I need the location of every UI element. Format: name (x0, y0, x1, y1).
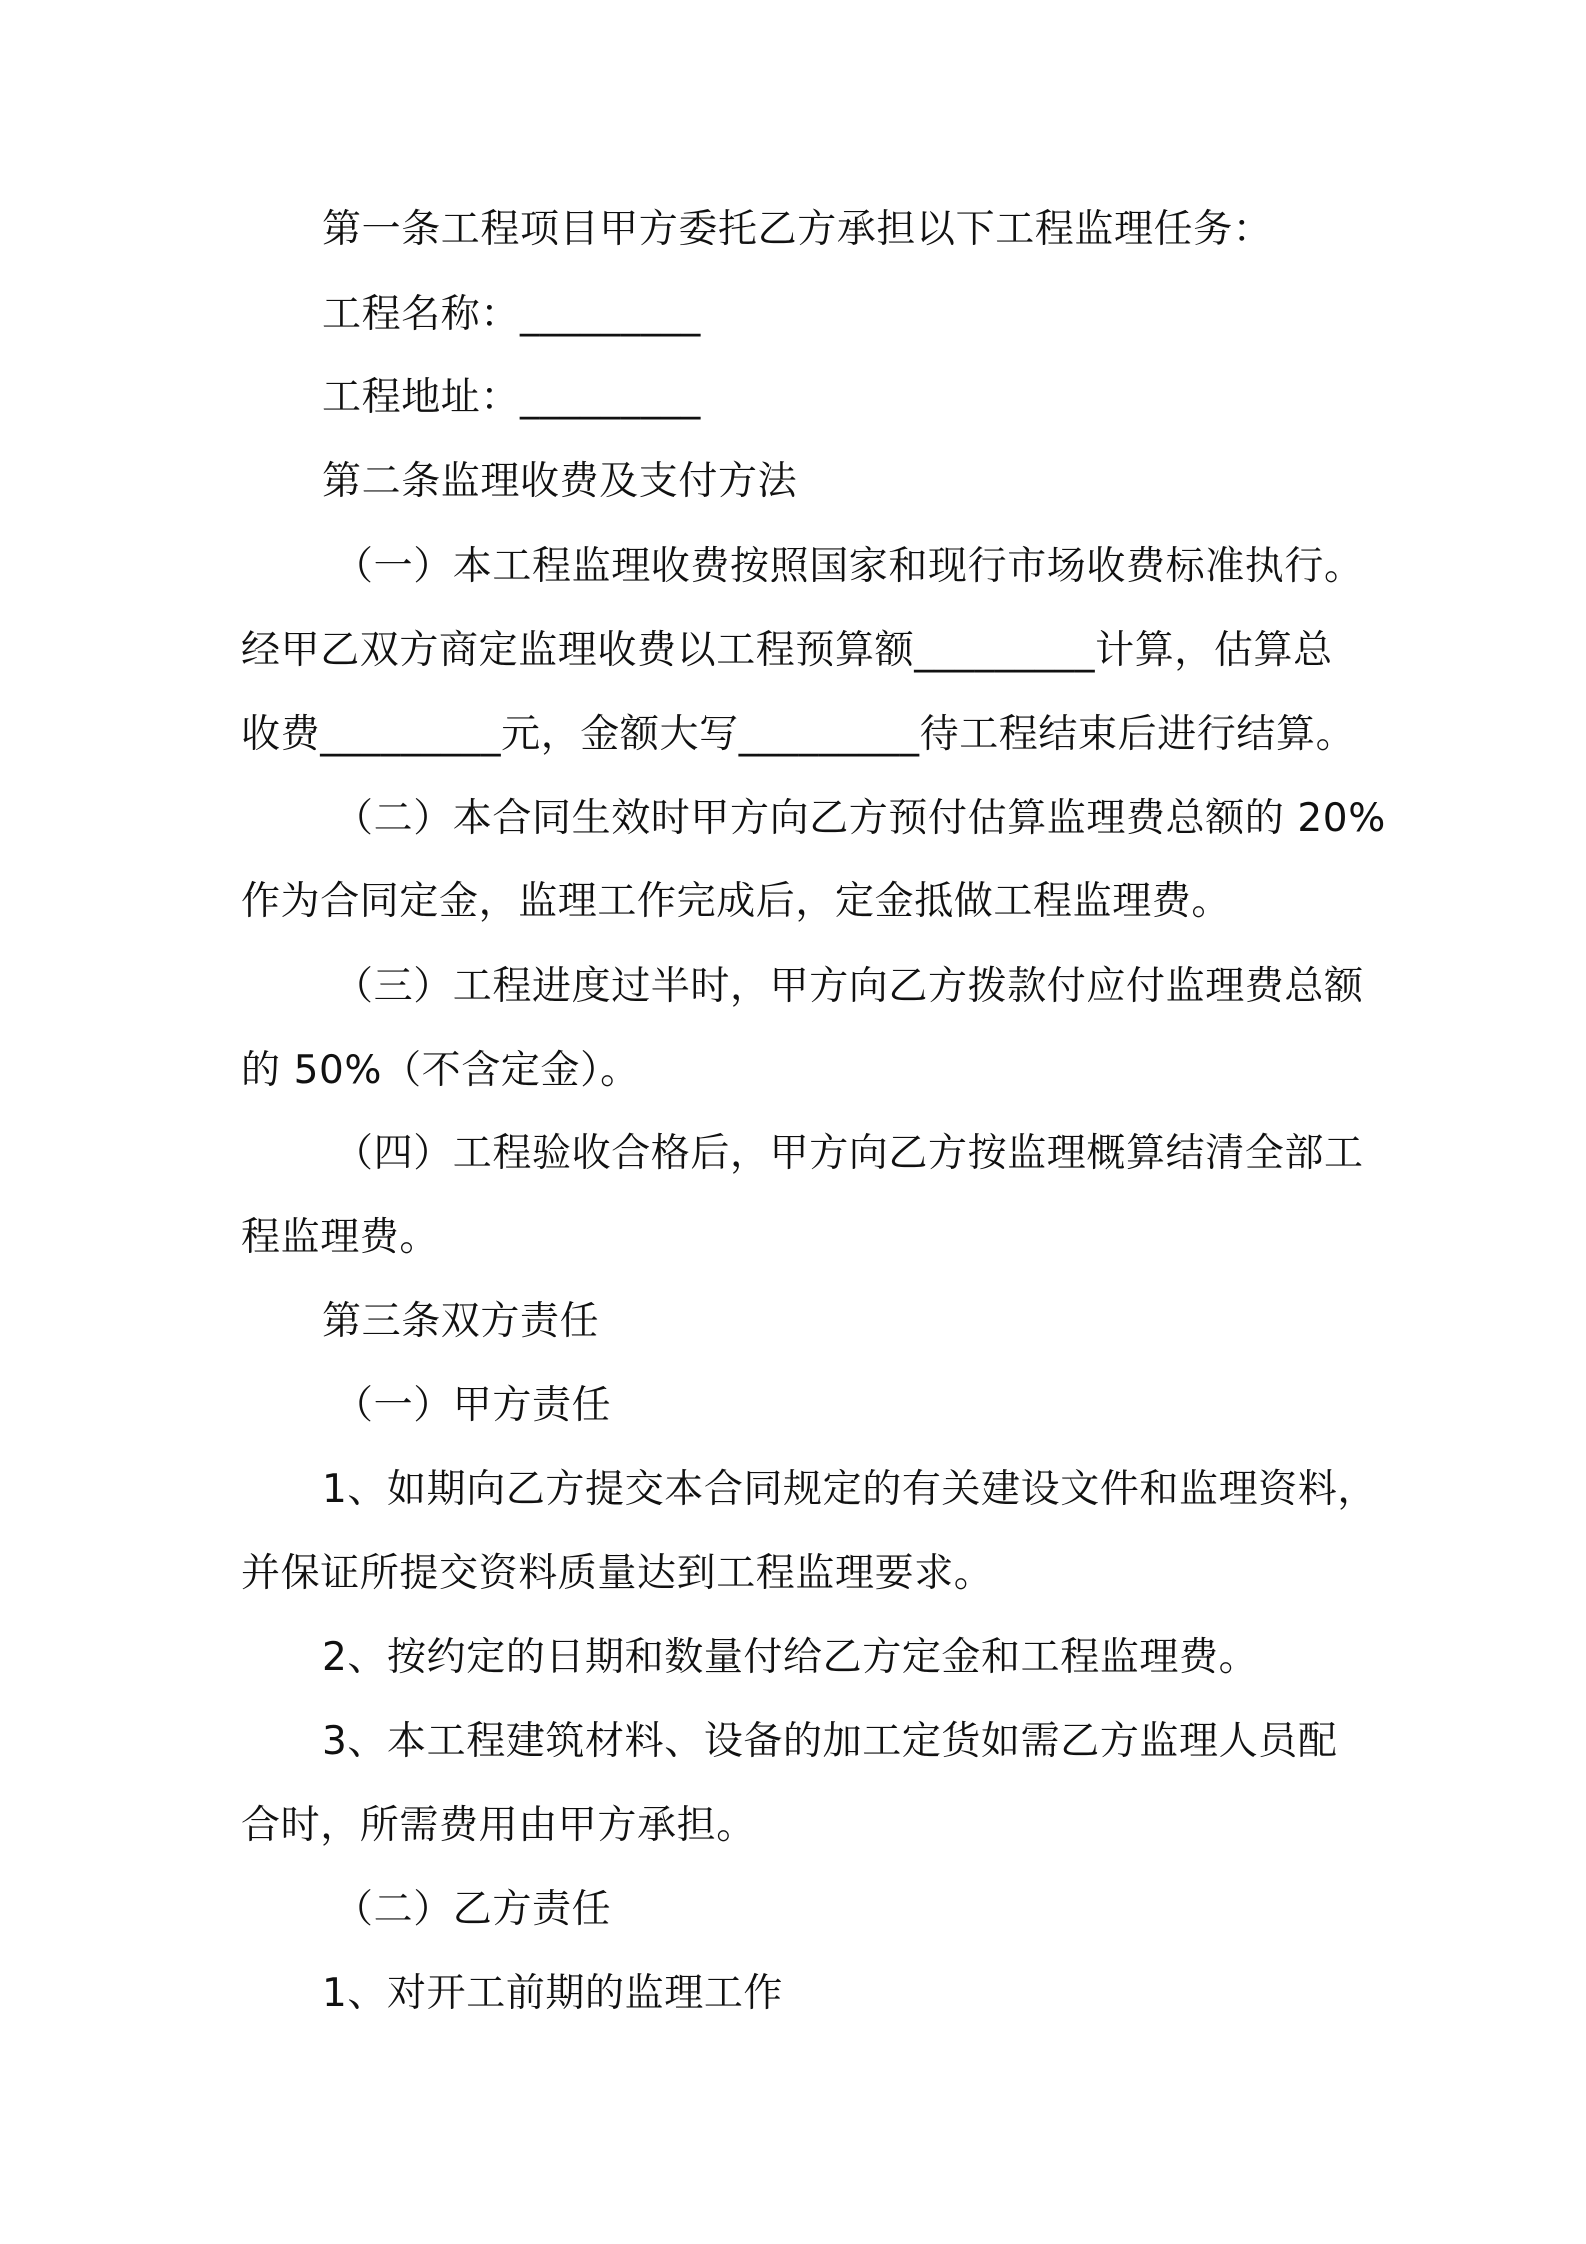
article-1-heading: 第一条工程项目甲方委托乙方承担以下工程监理任务： (322, 207, 1273, 252)
project-address-field: 工程地址：_________ (322, 375, 701, 420)
party-a-item-3-line-2: 合时，所需费用由甲方承担。 (241, 1803, 756, 1848)
clause-2-1-line-3: 收费_________元，金额大写_________待工程结束后进行结算。 (241, 712, 1356, 757)
party-a-heading: （一）甲方责任 (334, 1383, 612, 1428)
article-3-heading: 第三条双方责任 (322, 1299, 600, 1344)
clause-2-4-line-2: 程监理费。 (241, 1215, 440, 1260)
party-a-item-1-line-1: 1、如期向乙方提交本合同规定的有关建设文件和监理资料， (322, 1467, 1378, 1512)
clause-2-4-line-1: （四）工程验收合格后，甲方向乙方按监理概算结清全部工 (334, 1131, 1364, 1176)
clause-2-3-line-2: 的 50%（不含定金）。 (241, 1048, 640, 1093)
party-b-heading: （二）乙方责任 (334, 1887, 612, 1932)
party-b-item-1: 1、对开工前期的监理工作 (322, 1971, 784, 2016)
party-a-item-2: 2、按约定的日期和数量付给乙方定金和工程监理费。 (322, 1635, 1259, 1680)
clause-2-1-line-1: （一）本工程监理收费按照国家和现行市场收费标准执行。 (334, 544, 1364, 589)
clause-2-1-line-2: 经甲乙双方商定监理收费以工程预算额_________计算，估算总 (241, 628, 1333, 673)
clause-2-3-line-1: （三）工程进度过半时，甲方向乙方拨款付应付监理费总额 (334, 964, 1364, 1009)
clause-2-2-line-2: 作为合同定金，监理工作完成后，定金抵做工程监理费。 (241, 879, 1232, 924)
article-2-heading: 第二条监理收费及支付方法 (322, 459, 798, 504)
party-a-item-1-line-2: 并保证所提交资料质量达到工程监理要求。 (241, 1551, 994, 1596)
party-a-item-3-line-1: 3、本工程建筑材料、设备的加工定货如需乙方监理人员配 (322, 1719, 1338, 1764)
project-name-field: 工程名称：_________ (322, 292, 701, 337)
clause-2-2-line-1: （二）本合同生效时甲方向乙方预付估算监理费总额的 20% (334, 796, 1386, 841)
